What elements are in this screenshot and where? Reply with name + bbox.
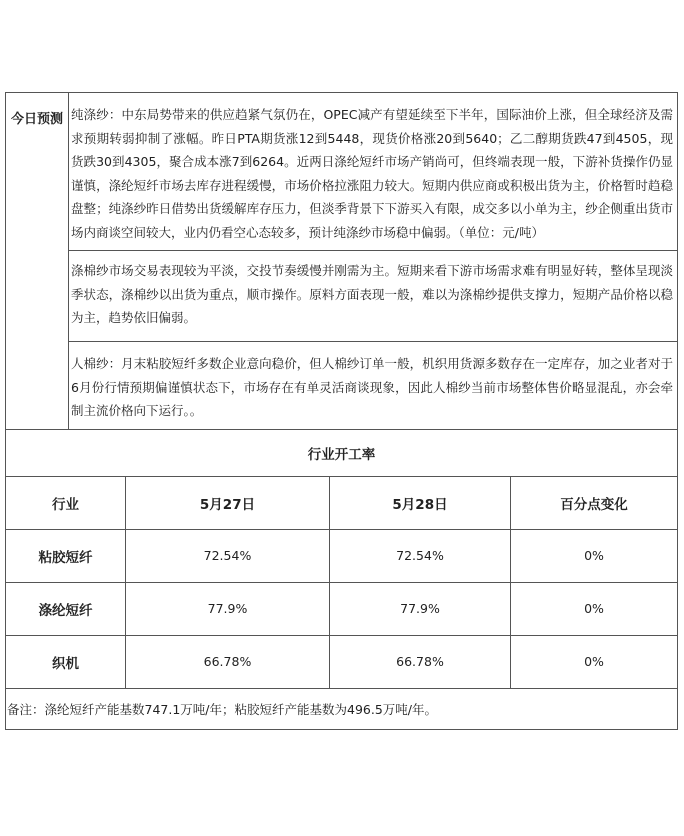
change-value: 0% <box>511 635 678 688</box>
forecast-table <box>5 92 678 430</box>
industry-name: 涤纶短纤 <box>6 582 126 635</box>
change-value: 0% <box>511 529 678 582</box>
rayon-yarn-paragraph: 人棉纱：月末粘胶短纤多数企业意向稳价，但人棉纱订单一般，机织用货源多数存在一定库存，加之业者对于6月份行情预期偏谨慎状态下，市场存在有单灵活商谈现象，因此人棉纱当前市场整体售价略显混乱，亦会牵制主流价格向下运行。。 <box>69 342 678 430</box>
forecast-label: 今日预测 <box>6 93 69 430</box>
industry-name: 粘胶短纤 <box>6 529 126 582</box>
may28-value: 77.9% <box>330 582 511 635</box>
may28-value: 72.54% <box>330 529 511 582</box>
capacity-note: 备注：涤纶短纤产能基数747.1万吨/年；粘胶短纤产能基数为496.5万吨/年。 <box>6 688 678 729</box>
operating-rate-title: 行业开工率 <box>6 429 678 476</box>
industry-name: 织机 <box>6 635 126 688</box>
header-may27: 5月27日 <box>126 476 330 529</box>
may27-value: 77.9% <box>126 582 330 635</box>
table-row <box>6 529 678 582</box>
polyester-yarn-paragraph: 纯涤纱：中东局势带来的供应趋紧气氛仍在，OPEC减产有望延续至下半年，国际油价上涨，但全球经济及需求预期转弱抑制了涨幅。昨日PTA期货涨12到5448，现货价格涨20到5640；乙二醇期货跌47到4505，现货跌30到4305，聚合成本涨7到6264。近两日涤纶短纤市场产销尚可，但终端表现一般，下游补货操作仍显谨慎，涤纶短纤市场去库存进程缓慢，市场价格拉涨阻力较大。短期内供应商或积极出货为主，价格暂时趋稳盘整；纯涤纱昨日借势出货缓解库存压力，但淡季背景下下游买入有限，成交多以小单为主，纱企侧重出货市场内商谈空间较大，业内仍看空心态较多，预计纯涤纱市场稳中偏弱。（单位：元/吨） <box>69 93 678 251</box>
may27-value: 66.78% <box>126 635 330 688</box>
may27-value: 72.54% <box>126 529 330 582</box>
may28-value: 66.78% <box>330 635 511 688</box>
table-header-row <box>6 476 678 529</box>
polyester-cotton-yarn-paragraph: 涤棉纱市场交易表现较为平淡，交投节奏缓慢并刚需为主。短期来看下游市场需求难有明显好转，整体呈现淡季状态，涤棉纱以出货为重点，顺市操作。原料方面表现一般，难以为涤棉纱提供支撑力，短期产品价格以稳为主，趋势依旧偏弱。 <box>69 251 678 342</box>
report-container <box>5 92 677 730</box>
header-industry: 行业 <box>6 476 126 529</box>
change-value: 0% <box>511 582 678 635</box>
operating-rate-table <box>5 429 678 730</box>
table-row <box>6 635 678 688</box>
header-may28: 5月28日 <box>330 476 511 529</box>
header-change: 百分点变化 <box>511 476 678 529</box>
table-row <box>6 582 678 635</box>
